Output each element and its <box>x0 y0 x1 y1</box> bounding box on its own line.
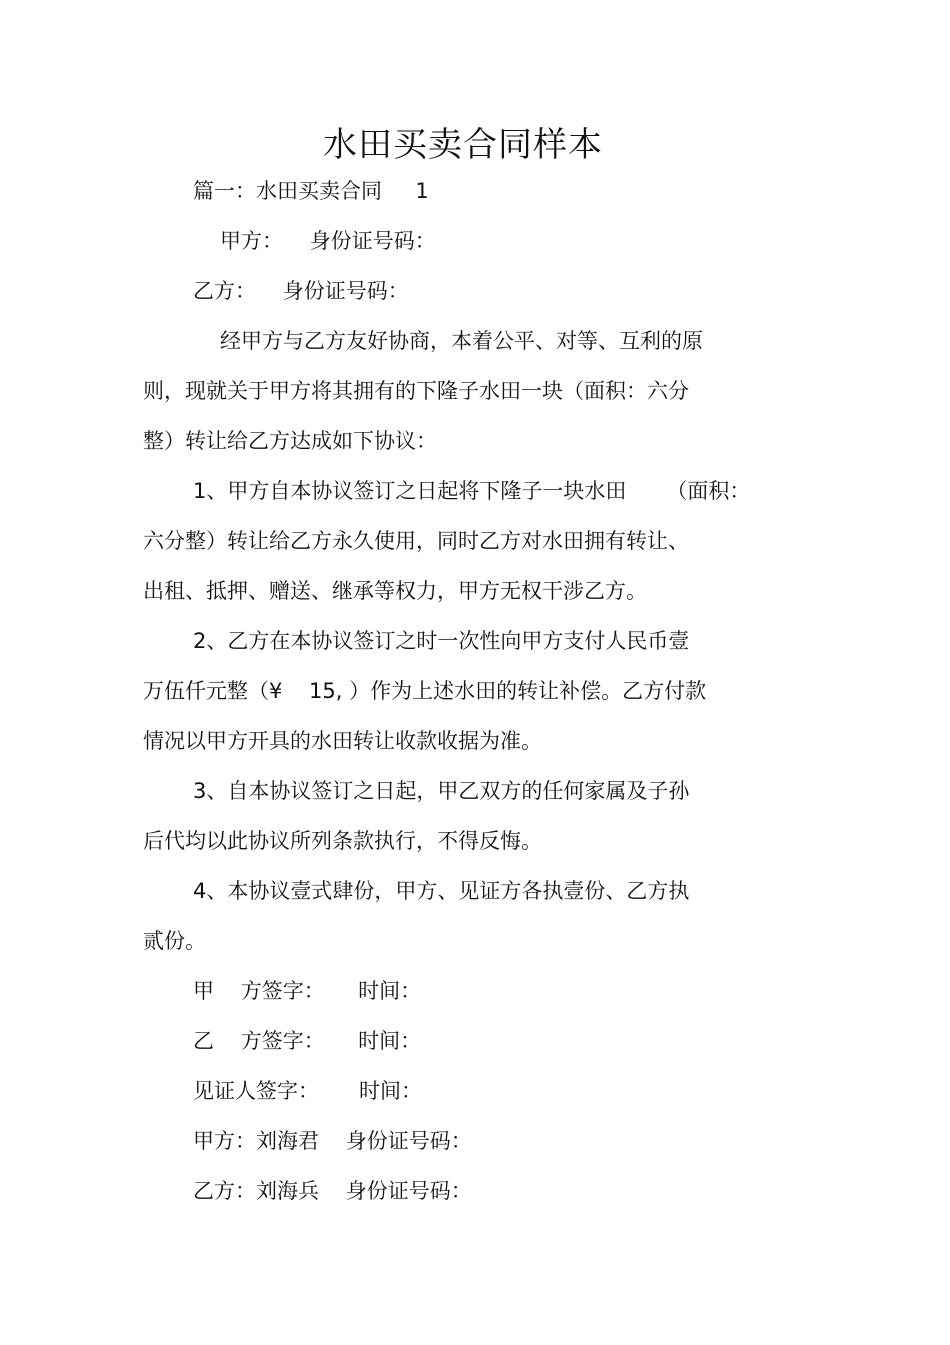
intro-line-3: 整）转让给乙方达成如下协议： <box>143 429 437 453</box>
intro-line-1: 经甲方与乙方友好协商，本着公平、对等、互利的原 <box>220 329 703 353</box>
clause-1-line-3: 出租、抵押、赠送、继承等权力，甲方无权干涉乙方。 <box>143 579 647 603</box>
clause-2-line-1: 2、乙方在本协议签订之时一次性向甲方支付人民币壹 <box>193 629 690 653</box>
clause-2-line-2: 万伍仟元整（¥ 15, ）作为上述水田的转让补偿。乙方付款 <box>143 679 707 703</box>
document-title: 水田买卖合同样本 <box>323 125 603 165</box>
clause-1-line-2: 六分整）转让给乙方永久使用，同时乙方对水田拥有转让、 <box>143 529 689 553</box>
witness-signature-line: 见证人签字： 时间： <box>193 1079 423 1103</box>
clause-4-line-1: 4、本协议壹式肆份，甲方、见证方各执壹份、乙方执 <box>193 879 690 903</box>
clause-1-line-1: 1、甲方自本协议签订之日起将下隆子一块水田 （面积： <box>193 479 751 503</box>
party-a-name-line: 甲方：刘海君 身份证号码： <box>193 1129 472 1153</box>
section-heading: 篇一：水田买卖合同 1 <box>193 179 429 203</box>
clause-3-line-2: 后代均以此协议所列条款执行，不得反悔。 <box>143 829 542 853</box>
clause-3-line-1: 3、自本协议签订之日起，甲乙双方的任何家属及子孙 <box>193 779 690 803</box>
clause-2-line-3: 情况以甲方开具的水田转让收款收据为准。 <box>143 729 542 753</box>
party-a-signature-line: 甲 方签字： 时间： <box>193 979 422 1003</box>
party-b-line: 乙方： 身份证号码： <box>193 279 409 303</box>
intro-line-2: 则，现就关于甲方将其拥有的下隆子水田一块（面积：六分 <box>143 379 689 403</box>
party-b-name-line: 乙方：刘海兵 身份证号码： <box>193 1179 472 1203</box>
clause-4-line-2: 贰份。 <box>143 929 206 953</box>
party-b-signature-line: 乙 方签字： 时间： <box>193 1029 422 1053</box>
party-a-line: 甲方： 身份证号码： <box>220 229 436 253</box>
